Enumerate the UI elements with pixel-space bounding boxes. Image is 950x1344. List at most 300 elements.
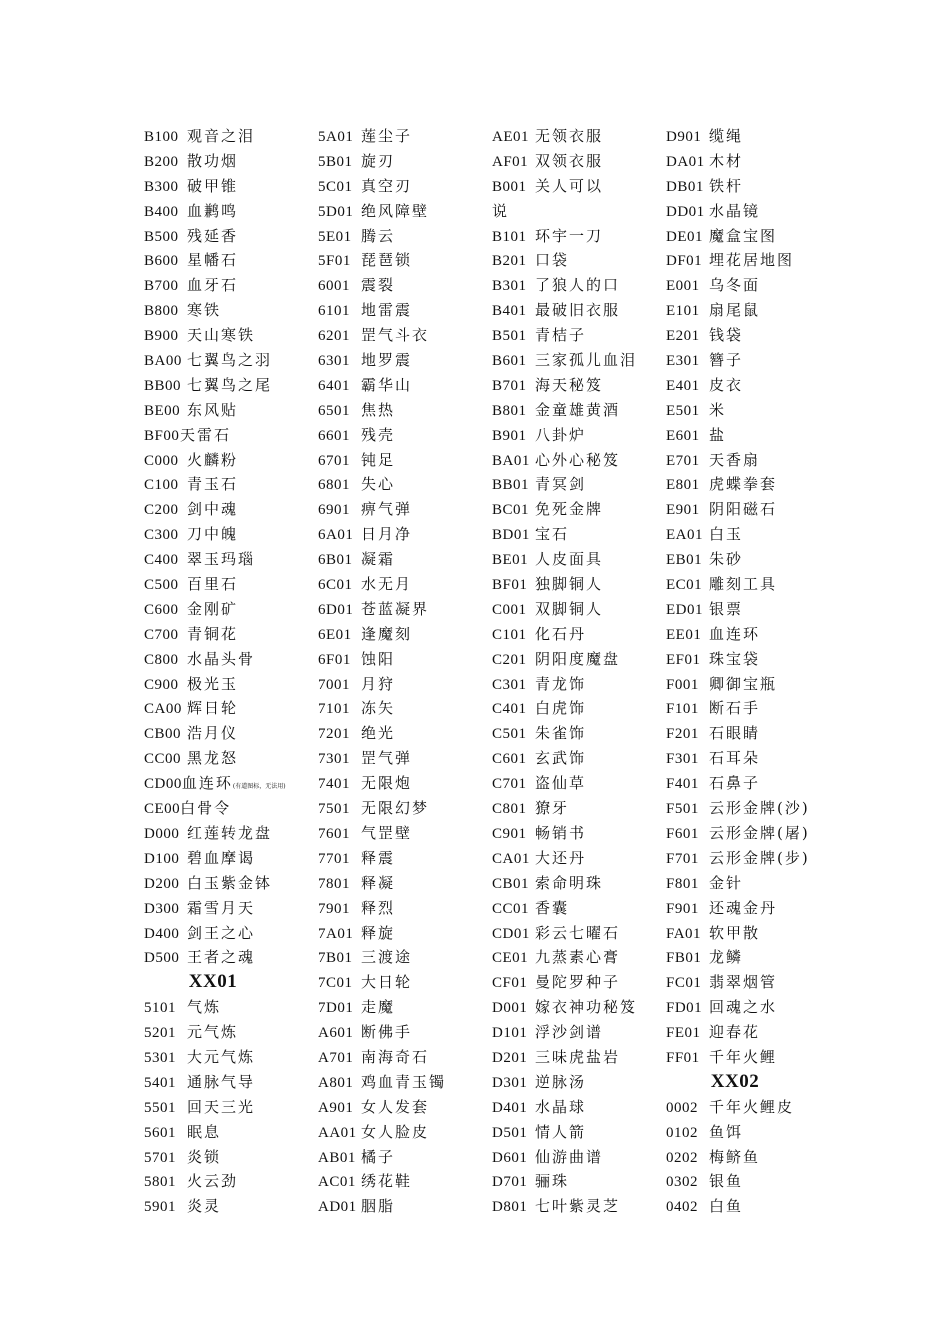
item-name: 冻矢: [361, 699, 396, 718]
item-name: 刀中魄: [187, 525, 239, 544]
column-1: [144, 124, 319, 1219]
item-entry: [144, 547, 319, 572]
item-name: 乌冬面: [709, 276, 761, 295]
item-name: 卿御宝瓶: [709, 674, 778, 693]
item-entry: [144, 871, 319, 896]
item-code: BF00: [144, 427, 180, 444]
item-name: 七翼鸟之羽: [187, 351, 273, 370]
item-code: C401: [492, 701, 527, 718]
item-name: 金刚矿: [187, 599, 239, 618]
item-entry: [318, 398, 493, 423]
item-entry: [318, 746, 493, 771]
item-name: 痹气弹: [361, 500, 413, 519]
item-name: 云形金牌(步): [709, 848, 810, 867]
item-name: 最破旧衣服: [535, 301, 621, 320]
item-code: AB01: [318, 1149, 356, 1166]
item-code: B500: [144, 228, 179, 245]
item-name: 獠牙: [535, 799, 570, 818]
item-code: D301: [492, 1074, 528, 1091]
item-entry: [318, 224, 493, 249]
column-4: [666, 124, 841, 1219]
item-name: 气炼: [187, 998, 222, 1017]
item-code: A701: [318, 1049, 354, 1066]
item-entry: [666, 945, 841, 970]
item-entry: [492, 1070, 667, 1095]
item-code: B100: [144, 129, 179, 145]
item-code: 6901: [318, 502, 350, 519]
item-name: 百里石: [187, 575, 239, 594]
item-name: 真空刃: [361, 176, 413, 195]
item-name: 云形金牌(屠): [709, 823, 810, 842]
item-name: 胭脂: [361, 1197, 396, 1216]
item-entry: [666, 323, 841, 348]
item-code: E901: [666, 502, 700, 519]
item-entry: [492, 1120, 667, 1145]
item-code: 5201: [144, 1025, 176, 1042]
item-name: 血连环: [181, 774, 233, 793]
item-code: B600: [144, 253, 179, 270]
item-code: FD01: [666, 1000, 703, 1017]
item-code: 5901: [144, 1199, 176, 1216]
item-entry: [318, 995, 493, 1020]
item-code: E801: [666, 477, 700, 494]
item-entry: [318, 497, 493, 522]
item-name: 失心: [361, 475, 396, 494]
item-entry: [492, 846, 667, 871]
item-code: C301: [492, 676, 527, 693]
item-code: 7B01: [318, 950, 353, 967]
item-name: 青冥剑: [535, 475, 587, 494]
item-entry: [144, 423, 319, 448]
item-name: 心外心秘笈: [535, 450, 621, 469]
item-entry: [144, 572, 319, 597]
item-entry: [144, 771, 319, 796]
item-entry: [318, 547, 493, 572]
item-code: ED01: [666, 601, 703, 618]
item-code: F801: [666, 875, 699, 892]
item-code: B400: [144, 203, 179, 220]
item-entry: [492, 224, 667, 249]
item-code: D401: [492, 1099, 528, 1116]
item-code: 5501: [144, 1099, 176, 1116]
item-name: 独脚铜人: [535, 575, 604, 594]
item-entry: [318, 945, 493, 970]
item-entry: [318, 821, 493, 846]
item-code: B800: [144, 303, 179, 320]
item-entry: [492, 124, 667, 149]
section-heading: XX01: [188, 971, 238, 993]
item-code: F401: [666, 776, 699, 793]
item-entry: [492, 174, 667, 199]
item-code: E301: [666, 353, 700, 370]
item-code: C900: [144, 676, 179, 693]
item-name: 三味虎盐岩: [535, 1047, 621, 1066]
item-name: 水晶球: [535, 1097, 587, 1116]
item-entry: [666, 921, 841, 946]
item-code: CA00: [144, 701, 182, 718]
item-name: 浩月仪: [187, 724, 239, 743]
item-name: 释凝: [361, 873, 396, 892]
item-code: B201: [492, 253, 527, 270]
item-entry: [144, 796, 319, 821]
item-entry: [666, 647, 841, 672]
item-code: BC01: [492, 502, 530, 519]
item-code: FF01: [666, 1049, 700, 1066]
item-name: 眠息: [187, 1122, 222, 1141]
item-entry: [492, 149, 667, 174]
item-entry: [318, 323, 493, 348]
item-name: 天香扇: [709, 450, 761, 469]
item-code: E701: [666, 452, 700, 469]
item-code: F701: [666, 850, 699, 867]
item-entry: [492, 945, 667, 970]
item-code: A901: [318, 1099, 354, 1116]
item-code: C601: [492, 751, 527, 768]
item-name: 银鱼: [709, 1172, 744, 1191]
item-entry: [144, 472, 319, 497]
item-entry: [492, 746, 667, 771]
item-code: B900: [144, 328, 179, 345]
item-code: C800: [144, 651, 179, 668]
item-name: 逆脉汤: [535, 1072, 587, 1091]
item-entry: [144, 672, 319, 697]
item-entry: [318, 149, 493, 174]
item-code: C801: [492, 801, 527, 818]
item-code: BB01: [492, 477, 530, 494]
item-code: A601: [318, 1025, 354, 1042]
item-entry: [666, 448, 841, 473]
item-code: BE00: [144, 402, 181, 419]
item-entry: [666, 348, 841, 373]
item-name: 迎春花: [709, 1023, 761, 1042]
item-code: 5F01: [318, 253, 351, 270]
item-name: 浮沙剑谱: [535, 1023, 604, 1042]
item-name: 化石丹: [535, 624, 587, 643]
item-code: E101: [666, 303, 700, 320]
item-entry: [318, 174, 493, 199]
item-entry: [666, 124, 841, 149]
item-entry: [492, 273, 667, 298]
item-code: C501: [492, 726, 527, 743]
item-name: 铁杆: [709, 176, 744, 195]
item-name: 腾云: [361, 226, 396, 245]
item-entry: [318, 1020, 493, 1045]
item-name: 八卦炉: [535, 425, 587, 444]
item-name: 破甲锥: [187, 176, 239, 195]
item-name: 阴阳度魔盘: [535, 649, 621, 668]
item-entry: [666, 846, 841, 871]
item-name: 观音之泪: [187, 127, 256, 145]
item-code: AA01: [318, 1124, 357, 1141]
item-entry: [492, 1169, 667, 1194]
item-code: 6F01: [318, 651, 351, 668]
item-code: FC01: [666, 975, 702, 992]
item-entry: [666, 174, 841, 199]
item-code: D000: [144, 825, 180, 842]
item-name: 通脉气导: [187, 1072, 256, 1091]
item-code: 7D01: [318, 1000, 354, 1017]
item-name: 阴阳磁石: [709, 500, 778, 519]
item-code: EC01: [666, 577, 703, 594]
item-code: BF01: [492, 577, 528, 594]
item-code: D801: [492, 1199, 528, 1216]
item-entry: [666, 597, 841, 622]
item-entry: [492, 696, 667, 721]
item-code: AC01: [318, 1174, 356, 1191]
item-entry: [144, 1045, 319, 1070]
item-code: 0002: [666, 1099, 698, 1116]
item-name: 彩云七曜石: [535, 923, 621, 942]
item-entry: [666, 672, 841, 697]
item-code: FA01: [666, 925, 702, 942]
item-entry: [318, 1095, 493, 1120]
item-code: 5C01: [318, 178, 353, 195]
item-name: 火云劲: [187, 1172, 239, 1191]
item-entry: [492, 771, 667, 796]
item-entry: [492, 472, 667, 497]
item-name: 红莲转龙盘: [187, 823, 273, 842]
item-entry: [492, 373, 667, 398]
item-code: D300: [144, 900, 180, 917]
item-code: B700: [144, 278, 179, 295]
item-name: 炎锁: [187, 1147, 222, 1166]
item-code: B801: [492, 402, 527, 419]
item-name: 走魔: [361, 998, 396, 1017]
item-entry: [318, 1045, 493, 1070]
item-entry: [144, 1169, 319, 1194]
item-code: C001: [492, 601, 527, 618]
item-entry: [144, 124, 319, 149]
item-entry: [144, 248, 319, 273]
item-code: 5401: [144, 1074, 176, 1091]
item-entry: [318, 1070, 493, 1095]
item-entry: [144, 1095, 319, 1120]
item-entry: [666, 572, 841, 597]
item-entry: [144, 1070, 319, 1095]
item-entry: [492, 1020, 667, 1045]
item-code: 6301: [318, 353, 350, 370]
item-entry: [666, 622, 841, 647]
item-code: 7301: [318, 751, 350, 768]
item-name: 罡气弹: [361, 749, 413, 768]
item-code: 6601: [318, 427, 350, 444]
item-code: B701: [492, 377, 527, 394]
item-entry: [144, 497, 319, 522]
item-name: 王者之魂: [187, 948, 256, 967]
item-name: 天雷石: [180, 425, 232, 444]
item-entry: [318, 921, 493, 946]
item-code: DF01: [666, 253, 703, 270]
item-name: 旋刃: [361, 151, 396, 170]
item-entry: [492, 896, 667, 921]
item-name: 月狩: [361, 674, 396, 693]
item-name: 回魂之水: [709, 998, 778, 1017]
item-entry: [666, 149, 841, 174]
item-code: 6A01: [318, 527, 354, 544]
item-entry: [144, 323, 319, 348]
item-name: 索命明珠: [535, 873, 604, 892]
item-code: C400: [144, 552, 179, 569]
item-entry: [666, 896, 841, 921]
item-code: 5E01: [318, 228, 352, 245]
item-entry: [492, 199, 667, 224]
item-entry: [666, 1045, 841, 1070]
item-code: D701: [492, 1174, 528, 1191]
item-code: 7A01: [318, 925, 354, 942]
column-3: [492, 124, 667, 1219]
item-code: B601: [492, 353, 527, 370]
item-entry: [318, 696, 493, 721]
item-code: D501: [492, 1124, 528, 1141]
item-name: 鸡血青玉镯: [361, 1072, 447, 1091]
item-code: D100: [144, 850, 180, 867]
item-name: 免死金牌: [535, 500, 604, 519]
item-entry: [318, 199, 493, 224]
item-code: 7901: [318, 900, 350, 917]
item-entry: [666, 273, 841, 298]
item-entry: [666, 796, 841, 821]
item-name: 畅销书: [535, 823, 587, 842]
item-entry: [318, 373, 493, 398]
item-name: 嫁衣神功秘笈: [535, 998, 638, 1017]
item-entry: [318, 597, 493, 622]
item-code: CF01: [492, 975, 528, 992]
item-entry: [318, 1120, 493, 1145]
item-name: 气罡壁: [361, 823, 413, 842]
item-code: D901: [666, 129, 702, 145]
item-name: 埋花居地图: [709, 251, 795, 270]
item-name: 女人发套: [361, 1097, 430, 1116]
item-entry: [492, 622, 667, 647]
item-name: 碧血摩谒: [187, 848, 256, 867]
item-name: 无限炮: [361, 774, 413, 793]
item-name: 环宇一刀: [535, 226, 604, 245]
item-entry: [492, 448, 667, 473]
item-code: D601: [492, 1149, 528, 1166]
item-name: 骊珠: [535, 1172, 570, 1191]
item-name: 龙鳞: [709, 948, 744, 967]
item-name: 散功烟: [187, 151, 239, 170]
item-code: B501: [492, 328, 527, 345]
item-code: B001: [492, 178, 527, 195]
item-code: C901: [492, 825, 527, 842]
item-name: 元气炼: [187, 1023, 239, 1042]
item-name: 炎灵: [187, 1197, 222, 1216]
item-entry: [318, 846, 493, 871]
item-name: 残延香: [187, 226, 239, 245]
item-entry: [144, 149, 319, 174]
item-name: 千年火鲤皮: [709, 1097, 795, 1116]
item-code: F901: [666, 900, 699, 917]
item-name: 无领衣服: [535, 127, 604, 145]
item-code: DB01: [666, 178, 704, 195]
item-name: 扇尾鼠: [709, 301, 761, 320]
item-code: EB01: [666, 552, 703, 569]
item-entry: [666, 970, 841, 995]
item-code: B401: [492, 303, 527, 320]
item-entry: [666, 373, 841, 398]
item-code: BD01: [492, 527, 530, 544]
item-entry: [318, 970, 493, 995]
item-code: E001: [666, 278, 700, 295]
item-name: 情人箭: [535, 1122, 587, 1141]
item-entry: [318, 871, 493, 896]
item-code: EF01: [666, 651, 701, 668]
item-name: 云形金牌(沙): [709, 799, 810, 818]
item-name: 极光玉: [187, 674, 239, 693]
item-entry: [492, 572, 667, 597]
item-code: E601: [666, 427, 700, 444]
item-name: 口袋: [535, 251, 570, 270]
item-name: 血牙石: [187, 276, 239, 295]
item-name: 血连环: [709, 624, 761, 643]
item-code: 6D01: [318, 601, 354, 618]
item-name: 焦热: [361, 400, 396, 419]
item-code: C100: [144, 477, 179, 494]
item-entry: [666, 1145, 841, 1170]
item-entry: [666, 248, 841, 273]
item-code: CB01: [492, 875, 530, 892]
item-entry: [666, 423, 841, 448]
item-entry: [144, 199, 319, 224]
item-name: 释烈: [361, 898, 396, 917]
column-2: [318, 124, 493, 1219]
item-name: 玄武饰: [535, 749, 587, 768]
item-code: 5301: [144, 1049, 176, 1066]
item-name: 七叶紫灵芝: [535, 1197, 621, 1216]
item-entry: [492, 1095, 667, 1120]
item-entry: [666, 1095, 841, 1120]
item-entry: [492, 970, 667, 995]
item-code: 0102: [666, 1124, 698, 1141]
item-name: 释旋: [361, 923, 396, 942]
item-code: 7201: [318, 726, 350, 743]
item-name: 雕刻工具: [709, 575, 778, 594]
item-code: C500: [144, 577, 179, 594]
item-name: 残壳: [361, 425, 396, 444]
item-name: 地罗震: [361, 351, 413, 370]
item-entry: [492, 871, 667, 896]
item-name: 青铜花: [187, 624, 239, 643]
item-name: 大还丹: [535, 848, 587, 867]
item-name: 米: [709, 400, 727, 419]
item-entry: [144, 597, 319, 622]
item-entry: [144, 298, 319, 323]
item-name: 宝石: [535, 525, 570, 544]
item-name: 天山寒铁: [187, 326, 256, 345]
item-code: 6B01: [318, 552, 353, 569]
item-name: 珠宝袋: [709, 649, 761, 668]
item-code: EA01: [666, 527, 703, 544]
item-entry: [492, 995, 667, 1020]
item-code: CC01: [492, 900, 530, 917]
item-entry: [666, 522, 841, 547]
item-code: 0202: [666, 1149, 698, 1166]
item-name: 魔盒宝图: [709, 226, 778, 245]
item-code: FE01: [666, 1025, 701, 1042]
item-name: 青玉石: [187, 475, 239, 494]
item-code: 7401: [318, 776, 350, 793]
item-code: D500: [144, 950, 180, 967]
item-code: AE01: [492, 129, 529, 145]
item-name: 剑王之心: [187, 923, 256, 942]
item-code: 0302: [666, 1174, 698, 1191]
item-name: 盗仙草: [535, 774, 587, 793]
item-entry: [492, 647, 667, 672]
item-code: 7101: [318, 701, 350, 718]
item-name: 地雷震: [361, 301, 413, 320]
item-code: BA00: [144, 353, 182, 370]
